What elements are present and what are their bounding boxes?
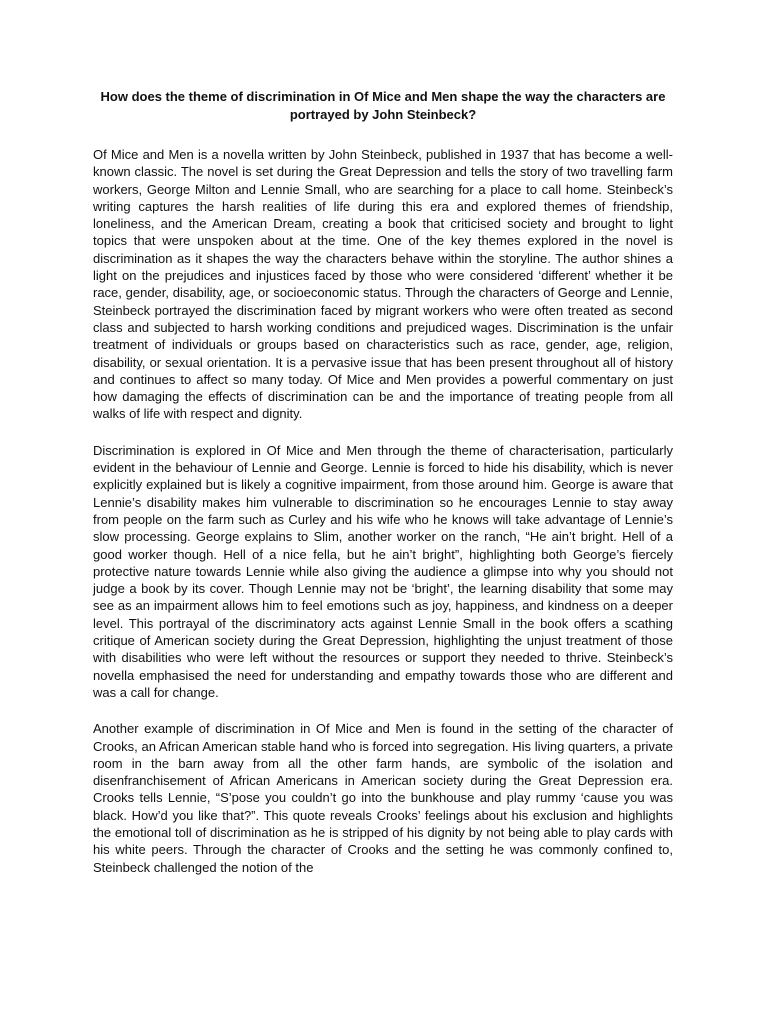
paragraph-characterisation: Discrimination is explored in Of Mice and Men through the theme of characterisation, particularly evident in the behaviour of Lennie and George. Lennie is forced to hide his disability, which is never explicitly explained but is likely a cognitive impairment, from those around him. George is aware that Lennie’s disability makes him vulnerable to discrimination so he encourages Lennie to stay away from people on the farm such as Curley and his wife who he knows will take advantage of Lennie’s slow processing. George explains to Slim, another worker on the ranch, “He ain’t bright. Hell of a good worker though. Hell of a nice fella, but he ain’t bright”, highlighting both George’s fiercely protective nature towards Lennie while also giving the audience a glimpse into why you should not judge a book by its cover. Though Lennie may not be ‘bright’, the learning disability that some may see as an impairment allows him to feel emotions such as joy, happiness, and kindness on a deeper level. This portrayal of the discriminatory acts against Lennie Small in the book offers a scathing critique of American society during the Great Depression, highlighting the unjust treatment of those with disabilities who were left without the resources or support they needed to thrive. Steinbeck’s novella emphasised the need for understanding and empathy towards those who are different and was a call for change.: [93, 442, 673, 700]
paragraph-setting: Another example of discrimination in Of Mice and Men is found in the setting of the character of Crooks, an African American stable hand who is forced into segregation. His living quarters, a private room in the barn away from all the other farm hands, are symbolic of the isolation and disenfranchisement of African Americans in American society during the Great Depression era. Crooks tells Lennie, “S’pose you couldn’t go into the bunkhouse and play rummy ‘cause you was black. How’d you like that?”. This quote reveals Crooks’ feelings about his exclusion and highlights the emotional toll of discrimination as he is stripped of his dignity by not being able to play cards with his white peers. Through the character of Crooks and the setting he was commonly confined to, Steinbeck challenged the notion of the: [93, 721, 673, 875]
document-page: [93, 88, 673, 895]
document-title: How does the theme of discrimination in Of Mice and Men shape the way the characters are portrayed by John Steinbeck?: [100, 89, 666, 122]
paragraph-introduction: Of Mice and Men is a novella written by John Steinbeck, published in 1937 that has become a well-known classic. The novel is set during the Great Depression and tells the story of two travelling farm workers, George Milton and Lennie Small, who are searching for a place to call home. Steinbeck’s writing captures the harsh realities of life during this era and explored themes of friendship, loneliness, and the American Dream, creating a book that criticised society and brought to light topics that were unspoken about at the time. One of the key themes explored in the novel is discrimination as it shapes the way the characters behave within the storyline. The author shines a light on the prejudices and injustices faced by those who were considered ‘different’ whether it be race, gender, disability, age, or socioeconomic status. Through the characters of George and Lennie, Steinbeck portrayed the discrimination faced by migrant workers who were often treated as second class and subjected to harsh working conditions and prejudiced wages. Discrimination is the unfair treatment of individuals or groups based on characteristics such as race, gender, age, religion, disability, or sexual orientation. It is a pervasive issue that has been present throughout all of history and continues to affect so many today. Of Mice and Men provides a powerful commentary on just how damaging the effects of discrimination can be and the importance of treating people from all walks of life with respect and dignity.: [93, 147, 673, 422]
